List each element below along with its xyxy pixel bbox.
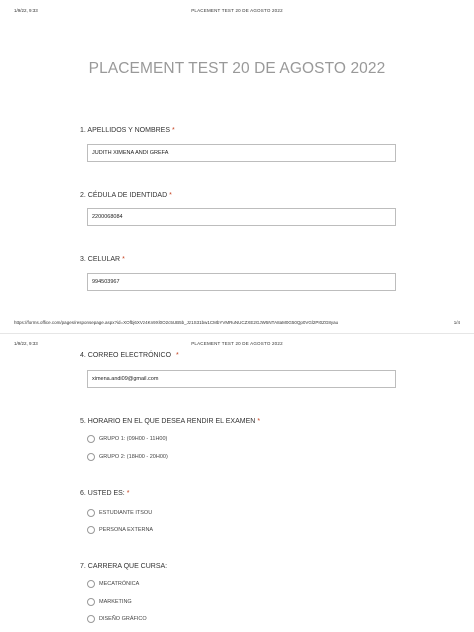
print-datetime: 1/9/22, 9:33 bbox=[14, 341, 38, 346]
radio-button[interactable] bbox=[87, 615, 95, 623]
pdf-page-header bbox=[0, 341, 474, 351]
page-number: 1/4 bbox=[453, 320, 460, 325]
question-text: 2. CÉDULA DE IDENTIDAD bbox=[80, 192, 168, 199]
name-field[interactable]: JUDITH XIMENA ANDI GREFA bbox=[87, 144, 396, 162]
question-text: 1. APELLIDOS Y NOMBRES bbox=[80, 127, 171, 134]
question-label-phone bbox=[80, 256, 125, 263]
radio-button[interactable] bbox=[87, 509, 95, 517]
id-number-field[interactable]: 2200068084 bbox=[87, 208, 396, 226]
option-label: MARKETING bbox=[99, 599, 132, 605]
print-title: PLACEMENT TEST 20 DE AGOSTO 2022 bbox=[191, 341, 283, 346]
radio-button[interactable] bbox=[87, 580, 95, 588]
required-marker: * bbox=[169, 192, 172, 199]
question-label-you-are bbox=[80, 490, 129, 497]
question-label-id bbox=[80, 192, 172, 199]
option-label: ESTUDIANTE ITSOU bbox=[99, 510, 153, 516]
pdf-page-header bbox=[0, 8, 474, 18]
radio-button[interactable] bbox=[87, 526, 95, 534]
radio-button[interactable] bbox=[87, 435, 95, 443]
option-label: DISEÑO GRÁFICO bbox=[99, 616, 147, 622]
required-marker: * bbox=[122, 256, 125, 263]
required-marker: * bbox=[126, 490, 130, 497]
question-label-career bbox=[80, 563, 167, 570]
radio-button[interactable] bbox=[87, 598, 95, 606]
page-divider bbox=[0, 333, 474, 334]
question-label-email bbox=[80, 352, 179, 359]
print-datetime: 1/9/22, 9:33 bbox=[14, 8, 38, 13]
radio-button[interactable] bbox=[87, 453, 95, 461]
question-text: 5. HORARIO EN EL QUE DESEA RENDIR EL EXAMEN bbox=[80, 418, 256, 425]
print-title: PLACEMENT TEST 20 DE AGOSTO 2022 bbox=[191, 8, 283, 13]
question-text: 4. CORREO ELECTRÓNICO bbox=[80, 352, 172, 359]
question-label-schedule bbox=[80, 418, 260, 425]
email-field[interactable]: ximena.andi09@gmail.com bbox=[87, 370, 396, 388]
required-marker: * bbox=[176, 352, 179, 359]
required-marker: * bbox=[172, 127, 175, 134]
question-label-name bbox=[80, 127, 175, 134]
required-marker: * bbox=[257, 418, 261, 425]
question-text: 6. USTED ES: bbox=[80, 490, 125, 497]
question-text: 3. CELULAR bbox=[80, 256, 121, 263]
option-label: PERSONA EXTERNA bbox=[99, 527, 154, 533]
question-text: 7. CARRERA QUE CURSA: bbox=[80, 563, 168, 570]
phone-field[interactable]: 994503967 bbox=[87, 273, 396, 291]
pdf-page-footer bbox=[0, 320, 474, 330]
option-label: GRUPO 2: (18H00 - 20H00) bbox=[99, 454, 168, 460]
option-label: MECATRÓNICA bbox=[99, 581, 140, 587]
print-url: https://forms.office.com/pages/responsepage.aspx?id=XOfbj6XVz4Kn9Xl0O2c5UB5b_Jz1S31bw1CMbYVMRuNUCZXE2GJW5NTA8aM0G50Qp0VGl2PI0ZG8yau bbox=[14, 320, 339, 325]
option-label: GRUPO 1: (09H00 - 11H00) bbox=[99, 436, 168, 442]
form-title: PLACEMENT TEST 20 DE AGOSTO 2022 bbox=[88, 60, 386, 77]
